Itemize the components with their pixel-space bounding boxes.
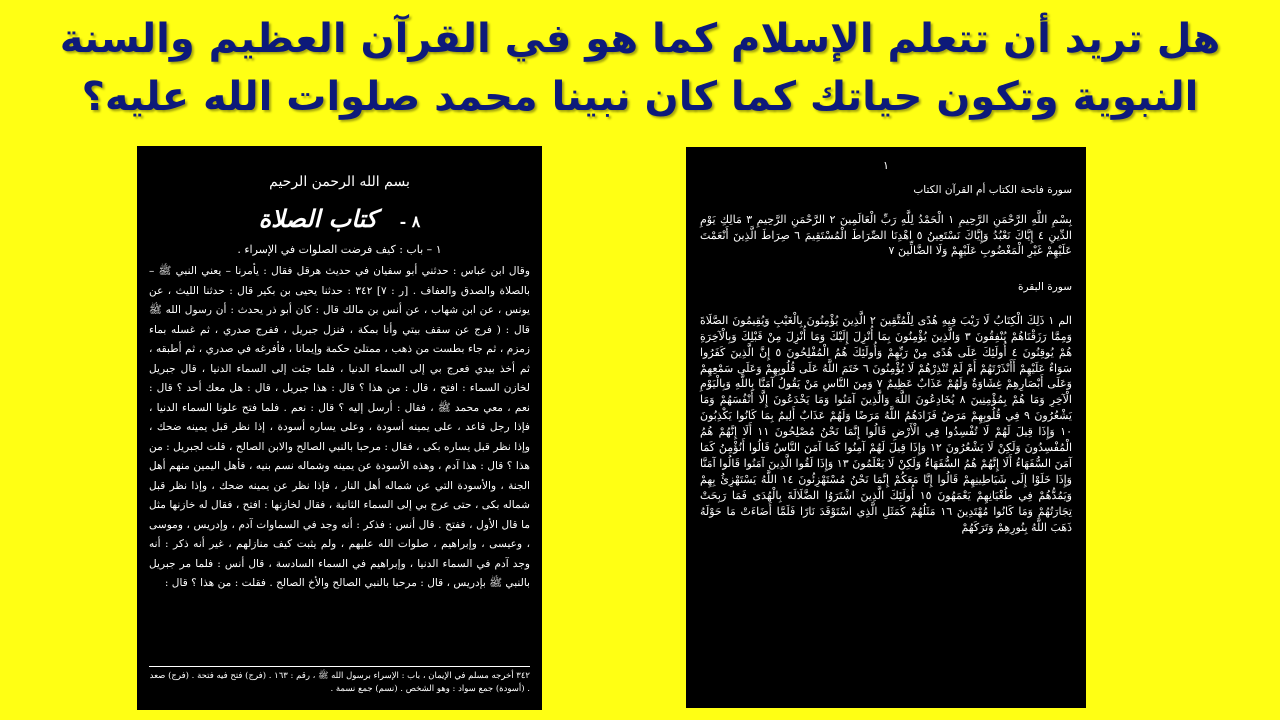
hadith-book-page <box>137 146 542 710</box>
quran-page <box>686 147 1086 708</box>
sura-baqara-title: سورة البقرة <box>1017 280 1072 293</box>
headline-line-1: هل تريد أن تتعلم الإسلام كما هو في القرآن العظيم والسنة <box>59 16 1221 62</box>
sura-baqara-text: الم ١ ذَلِكَ الْكِتَابُ لَا رَيْبَ فِيهِ هُدًى لِلْمُتَّقِينَ ٢ الَّذِينَ يُؤْمِنُونَ بِالْغَيْبِ وَيُقِيمُونَ الصَّلَاةَ وَمِمَّا رَزَقْنَاهُمْ يُنْفِقُونَ ٣ وَالَّذِينَ يُؤْمِنُونَ بِمَا أُنْزِلَ إِلَيْكَ وَمَا أُنْزِلَ مِنْ قَبْلِكَ وَبِالْآخِرَةِ هُمْ يُوقِنُونَ ٤ أُولَئِكَ عَلَى هُدًى مِنْ رَبِّهِمْ وَأُولَئِكَ هُمُ الْمُفْلِحُونَ ٥ إِنَّ الَّذِينَ كَفَرُوا سَوَاءٌ عَلَيْهِمْ أَأَنْذَرْتَهُمْ أَمْ لَمْ تُنْذِرْهُمْ لَا يُؤْمِنُونَ ٦ خَتَمَ اللَّهُ عَلَى قُلُوبِهِمْ وَعَلَى سَمْعِهِمْ وَعَلَى أَبْصَارِهِمْ غِشَاوَةٌ وَلَهُمْ عَذَابٌ عَظِيمٌ ٧ وَمِنَ النَّاسِ مَنْ يَقُولُ آمَنَّا بِاللَّهِ وَبِالْيَوْمِ الْآخِرِ وَمَا هُمْ بِمُؤْمِنِينَ ٨ يُخَادِعُونَ اللَّهَ وَالَّذِينَ آمَنُوا وَمَا يَخْدَعُونَ إِلَّا أَنْفُسَهُمْ وَمَا يَشْعُرُونَ ٩ فِي قُلُوبِهِمْ مَرَضٌ فَزَادَهُمُ اللَّهُ مَرَضًا وَلَهُمْ عَذَابٌ أَلِيمٌ بِمَا كَانُوا يَكْذِبُونَ ١٠ وَإِذَا قِيلَ لَهُمْ لَا تُفْسِدُوا فِي الْأَرْضِ قَالُوا إِنَّمَا نَحْنُ مُصْلِحُونَ ١١ أَلَا إِنَّهُمْ هُمُ الْمُفْسِدُونَ وَلَكِنْ لَا يَشْعُرُونَ ١٢ وَإِذَا قِيلَ لَهُمْ آمِنُوا كَمَا آمَنَ النَّاسُ قَالُوا أَنُؤْمِنُ كَمَا آمَنَ السُّفَهَاءُ أَلَا إِنَّهُمْ هُمُ السُّفَهَاءُ وَلَكِنْ لَا يَعْلَمُونَ ١٣ وَإِذَا لَقُوا الَّذِينَ آمَنُوا قَالُوا آمَنَّا وَإِذَا خَلَوْا إِلَى شَيَاطِينِهِمْ قَالُوا إِنَّا مَعَكُمْ إِنَّمَا نَحْنُ مُسْتَهْزِئُونَ ١٤ اللَّهُ يَسْتَهْزِئُ بِهِمْ وَيَمُدُّهُمْ فِي طُغْيَانِهِمْ يَعْمَهُونَ ١٥ أُولَئِكَ الَّذِينَ اشْتَرَوُا الضَّلَالَةَ بِالْهُدَى فَمَا رَبِحَتْ تِجَارَتُهُمْ وَمَا كَانُوا مُهْتَدِينَ ١٦ مَثَلُهُمْ كَمَثَلِ الَّذِي اسْتَوْقَدَ نَارًا فَلَمَّا أَضَاءَتْ مَا حَوْلَهُ ذَهَبَ اللَّهُ بِنُورِهِمْ وَتَرَكَهُمْ <box>700 313 1073 534</box>
book-title-text: كتاب الصلاة <box>258 204 378 233</box>
sura-fatiha-text: بِسْمِ اللَّهِ الرَّحْمَنِ الرَّحِيمِ ١ الْحَمْدُ لِلَّهِ رَبِّ الْعَالَمِينَ ٢ الرَّحْمَنِ الرَّحِيمِ ٣ مَالِكِ يَوْمِ الدِّينِ ٤ إِيَّاكَ نَعْبُدُ وَإِيَّاكَ نَسْتَعِينُ ٥ اهْدِنَا الصِّرَاطَ الْمُسْتَقِيمَ ٦ صِرَاطَ الَّذِينَ أَنْعَمْتَ عَلَيْهِمْ غَيْرِ الْمَغْضُوبِ عَلَيْهِمْ وَلَا الضَّالِّينَ ٧ <box>700 213 1072 258</box>
headline <box>20 10 1260 126</box>
chapter-heading: ١ – باب : كيف فرضت الصلوات في الإسراء . <box>237 243 442 256</box>
hadith-paragraph: وقال ابن عباس : حدثني أبو سفيان في حديث هرقل فقال : يأمرنا – يعني النبي ﷺ – بالصلاة والصدق والعفاف . [ر : ٧] ٣٤٢ : حدثنا يحيى بن بكير قال : حدثنا الليث ، عن يونس ، عن ابن شهاب ، عن أنس بن مالك قال : كان أبو ذر يحدث : أن رسول الله ﷺ قال : ( فرج عن سقف بيتي وأنا بمكة ، فنزل جبريل ، ففرج صدري ، ثم غسله بماء زمزم ، ثم جاء بطست من ذهب ، ممتلئ حكمة وإيمانا ، فأفرغه في صدري ، ثم أطبقه ، ثم أخذ بيدي فعرج بي إلى السماء الدنيا ، فلما جئت إلى السماء الدنيا ، قال جبريل لخازن السماء : افتح ، قال : من هذا ؟ قال : هذا جبريل ، قال : هل معك أحد ؟ قال : نعم ، معي محمد ﷺ ، فقال : أرسل إليه ؟ قال : نعم . فلما فتح علونا السماء الدنيا ، فإذا رجل قاعد ، على يمينه أسودة ، وعلى يساره أسودة ، إذا نظر قبل يمينه ضحك ، وإذا نظر قبل يساره بكى ، فقال : مرحبا بالنبي الصالح والابن الصالح ، قلت لجبريل : من هذا ؟ قال : هذا آدم ، وهذه الأسودة عن يمينه وشماله نسم بنيه ، فأهل اليمين منهم أهل الجنة ، والأسودة التي عن شماله أهل النار ، فإذا نظر عن يمينه ضحك ، وإذا نظر قبل شماله بكى ، حتى عرج بي إلى السماء الثانية ، فقال لخازنها : افتح ، فقال له خازنها مثل ما قال الأول ، ففتح . قال أنس : فذكر : أنه وجد في السماوات آدم ، وإدريس ، وموسى ، وعيسى ، وإبراهيم ، صلوات الله عليهم ، ولم يثبت كيف منازلهم ، غير أنه ذكر : أنه وجد آدم في السماء الدنيا ، وإبراهيم في السماء السادسة ، قال أنس : فلما مر جبريل بالنبي ﷺ بإدريس ، قال : مرحبا بالنبي الصالح والأخ الصالح . فقلت : من هذا ؟ قال : <box>149 265 530 589</box>
page-number: ١ <box>883 159 889 172</box>
book-number: ٨ - <box>399 212 421 231</box>
book-title <box>137 204 542 233</box>
headline-line-2: النبوية وتكون حياتك كما كان نبينا محمد صلوات الله عليه؟ <box>81 74 1199 120</box>
sura-fatiha-title: سورة فاتحة الكتاب أم القرآن الكتاب <box>913 184 1072 196</box>
basmala: بسم الله الرحمن الرحيم <box>269 174 410 190</box>
footnote: ٣٤٢ أخرجه مسلم في الإيمان ، باب : الإسراء برسول الله ﷺ ، رقم : ١٦٣ . (فرج) فتح فيه فتحة . (فرج) صعد . (أسودة) جمع سواد : وهو الشخص . (نسم) جمع نسمة . <box>149 666 530 696</box>
hadith-text <box>149 262 530 594</box>
